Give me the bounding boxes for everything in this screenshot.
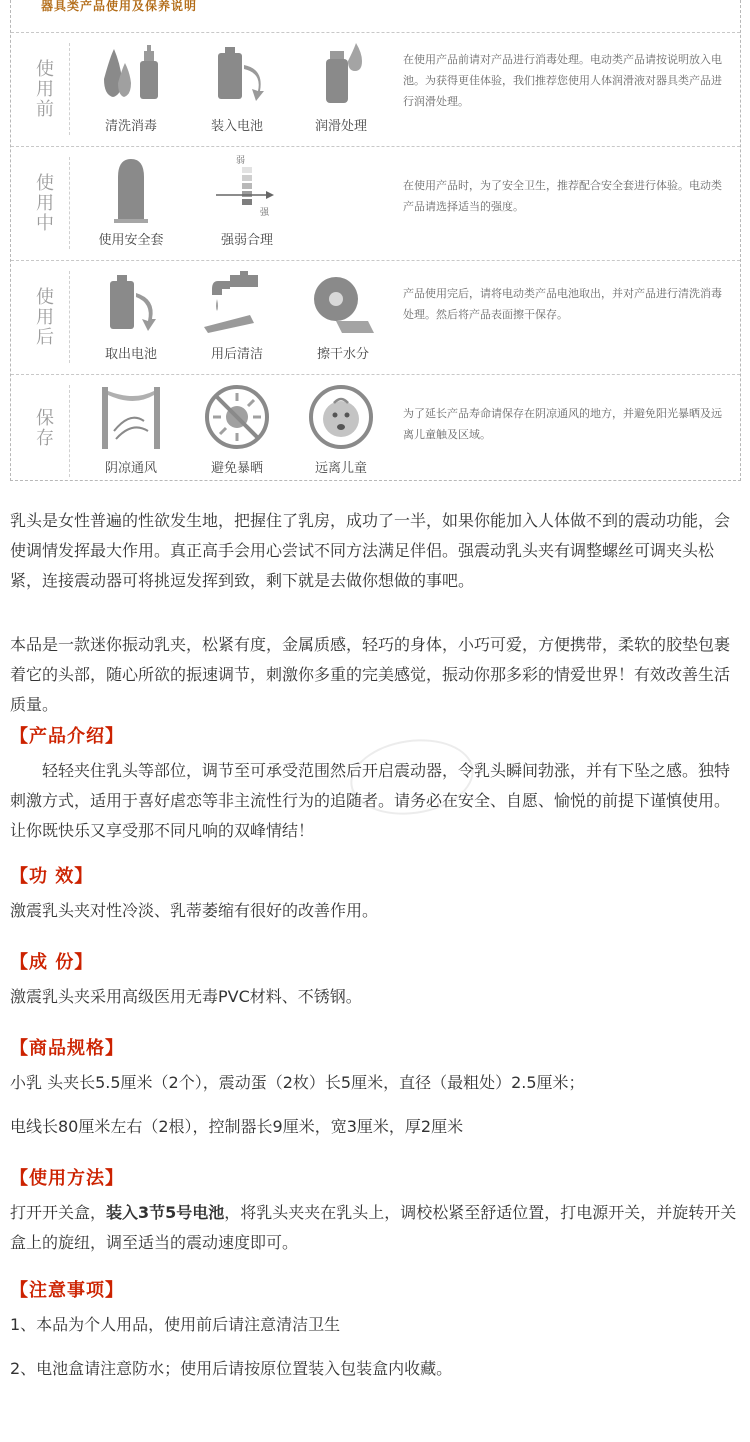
effect-text: 激震乳头夹对性冷淡、乳蒂萎缩有很好的改善作用。 [10,901,379,920]
product-intro-heading: 【产品介绍】 [10,726,124,747]
step-condom [81,153,181,253]
ventilation-icon [94,381,168,453]
step-child-away [291,381,391,481]
guide-row-storage [11,374,740,481]
usage-heading: 【使用方法】 [10,1168,124,1189]
step-battery-insert [187,39,287,139]
stage-divider [69,271,71,363]
child-away-icon [304,381,378,453]
step-battery-remove [81,267,181,367]
effect-heading: 【功 效】 [10,866,94,887]
usage-text-battery: 装入3节5号电池 [106,1203,225,1222]
intro-paragraph-2: 本品是一款迷你振动乳夹，松紧有度，金属质感，轻巧的身体，小巧可爱，方便携带，柔软的胶垫包裹着它的头部，随心所欲的振速调节，刺激你多重的完美感觉，振动你那多彩的情爱世界！有效改善生活质量。 [10,635,731,714]
stage-label: 保存 [33,408,54,448]
specs-line-2: 电线长80厘米左右（2根），控制器长9厘米，宽3厘米，厚2厘米 [10,1117,464,1136]
stage-divider [69,43,71,135]
stage-label: 使用前 [33,59,54,119]
stage-label: 使用后 [33,287,54,347]
product-intro-text: 轻轻夹住乳头等部位，调节至可承受范围然后开启震动器，令乳头瞬间勃涨，并有下坠之感。独特刺激方式，适用于喜好虐恋等非主流性行为的追随者。请务必在安全、自愿、愉悦的前提下谨慎使用。让你既快乐又享受那不同凡响的双峰情结！ [10,761,731,840]
step-label: 清洗消毒 [104,119,157,134]
stage-divider [69,157,71,249]
battery-insert-icon [200,39,274,111]
guide-row-after-use [11,260,740,373]
guide-title: 器具类产品使用及保养说明 [41,0,198,13]
step-wash [187,267,287,367]
ingredients-heading: 【成 份】 [10,952,94,973]
svg-text:弱: 弱 [236,156,246,166]
towel-roll-icon [306,267,380,339]
no-sun-icon [200,381,274,453]
lubricant-drop-icon [304,39,378,111]
step-label: 远离儿童 [314,461,367,476]
step-label: 用后清洁 [210,347,263,362]
ingredients-text: 激震乳头夹采用高级医用无毒PVC材料、不锈钢。 [10,987,362,1006]
step-ventilation [81,381,181,481]
step-label: 装入电池 [210,119,263,134]
specs-heading: 【商品规格】 [10,1038,124,1059]
step-cleaning [81,39,181,139]
stage-divider [69,385,71,477]
intro-paragraph-1: 乳头是女性普遍的性欲发生地，把握住了乳房，成功了一半，如果你能加入人体做不到的震动功能，会使调情发挥最大作用。真正高手会用心尝试不同方法满足伴侣。强震动乳头夹有调整螺丝可调夹头松 紧，连接震动器可将挑逗发挥到致，剩下就是去做你想做的事吧。 [10,511,731,590]
usage-text-start: 打开开关盒， [10,1203,107,1222]
specs-line-1: 小乳 头夹长5.5厘米（2个），震动蛋（2枚）长5厘米，直径（最粗处）2.5厘米； [10,1073,585,1092]
cleaning-spray-icon [94,39,168,111]
step-label: 擦干水分 [316,347,369,362]
notes-item-2: 2、电池盒请注意防水；使用后请按原位置装入包装盒内收藏。 [10,1359,453,1378]
guide-row-before-use [11,32,740,145]
usage-text [10,1198,742,1258]
step-label: 强弱合理 [220,233,273,248]
guide-note: 在使用产品时，为了安全卫生，推荐配合安全套进行体验。电动类产品请选择适当的强度。 [403,179,722,213]
step-no-sun [187,381,287,481]
step-label: 避免暴晒 [210,461,263,476]
step-lubricate [291,39,391,139]
condom-icon [94,153,168,225]
step-label: 阴凉通风 [104,461,157,476]
step-dry [293,267,393,367]
notes-heading: 【注意事项】 [10,1280,124,1301]
notes-item-1: 1、本品为个人用品，使用前后请注意清洁卫生 [10,1315,341,1334]
step-strength [197,153,297,253]
step-label: 取出电池 [104,347,157,362]
usage-text-end: ，将乳头夹夹在乳头上，调校松紧至舒适位置，打电源开关，并旋转开关盒上的旋纽，调至适当的震动速度即可。 [10,1203,737,1252]
guide-row-during-use [11,146,740,259]
svg-text:强: 强 [260,208,270,218]
strength-scale-icon [210,153,284,225]
step-label: 润滑处理 [314,119,367,134]
guide-note: 产品使用完后，请将电动类产品电池取出，并对产品进行清洗消毒处理。然后将产品表面擦干保存。 [403,287,722,321]
step-label: 使用安全套 [98,233,164,248]
guide-note: 在使用产品前请对产品进行消毒处理。电动类产品请按说明放入电池。为获得更佳体验，我们推荐您使用人体润滑液对器具类产品进行润滑处理。 [403,53,722,108]
faucet-icon [200,267,274,339]
stage-label: 使用中 [33,173,54,233]
battery-remove-icon [94,267,168,339]
guide-note: 为了延长产品寿命请保存在阴凉通风的地方，并避免阳光暴晒及远离儿童触及区域。 [403,407,722,441]
usage-care-guide [10,0,741,481]
